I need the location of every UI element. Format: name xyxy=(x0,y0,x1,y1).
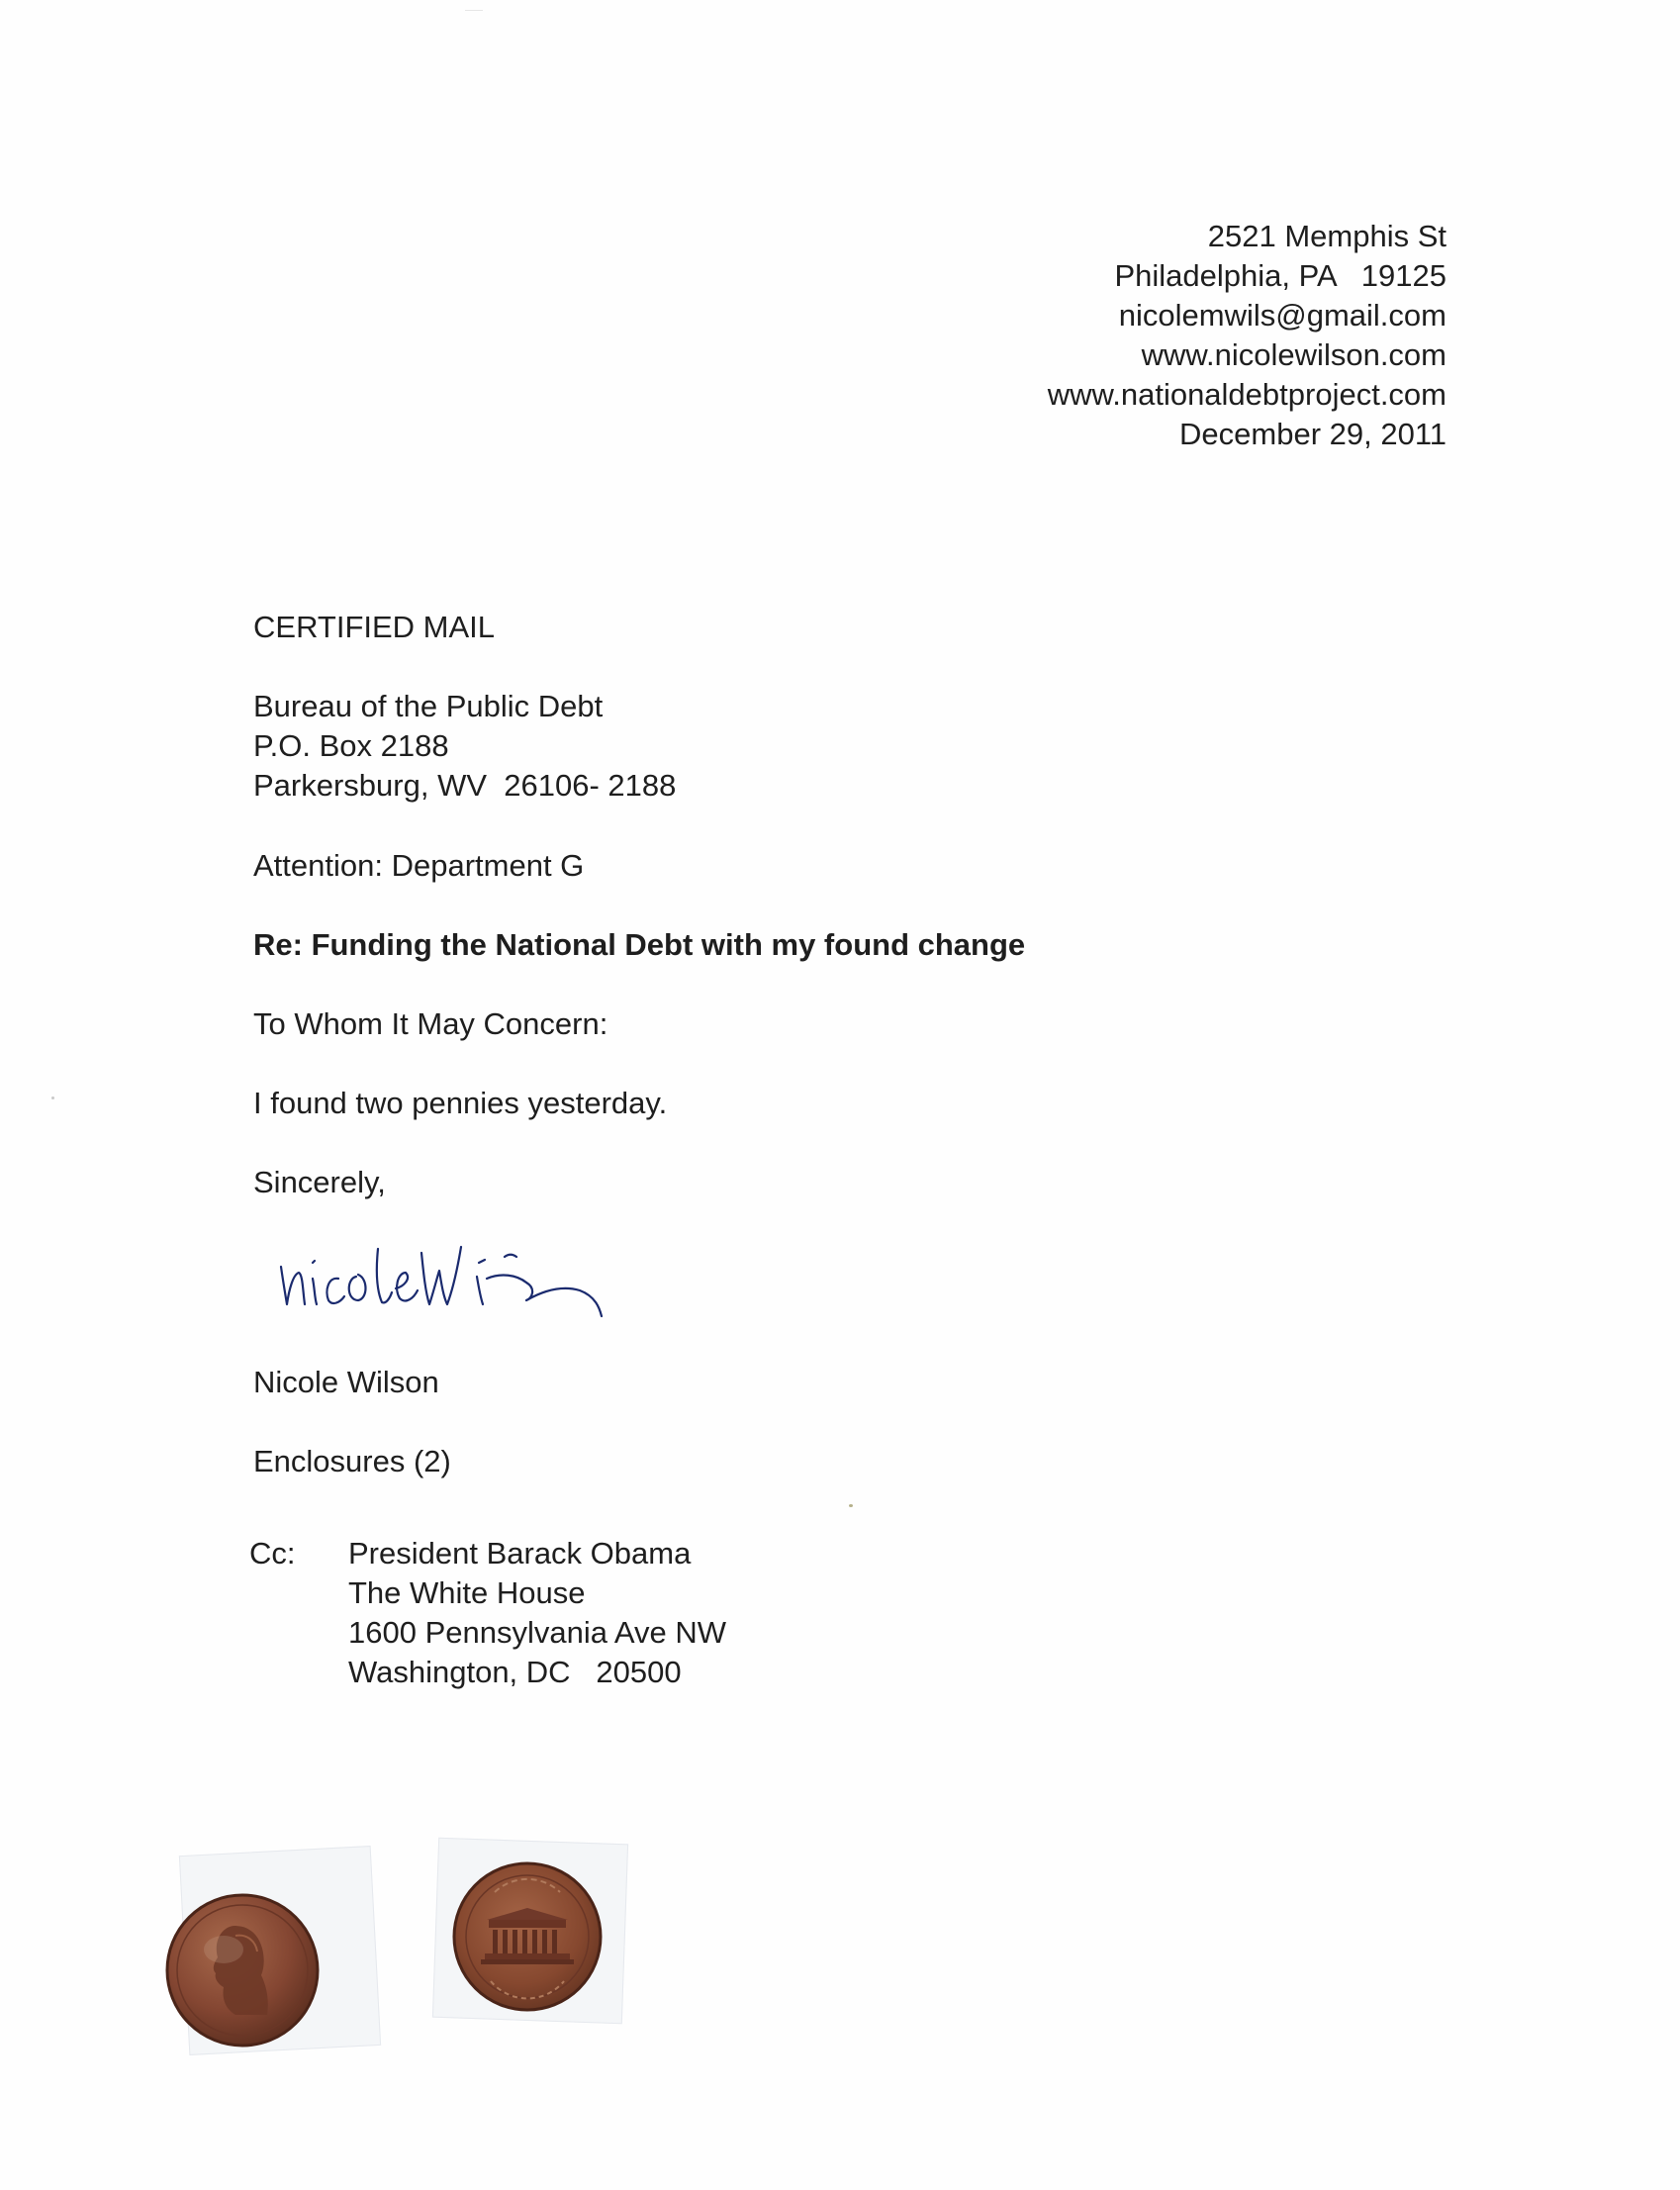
subject-line: Re: Funding the National Debt with my found change xyxy=(253,927,1026,962)
penny-tails-icon xyxy=(451,1860,604,2013)
sender-street: 2521 Memphis St xyxy=(1207,219,1447,253)
recipient-name: Bureau of the Public Debt xyxy=(253,689,604,723)
recipient-address-block xyxy=(253,687,676,806)
recipient-po-box: P.O. Box 2188 xyxy=(253,728,449,763)
handwritten-signature xyxy=(273,1206,659,1328)
signer-name-block xyxy=(253,1363,439,1402)
body-text: I found two pennies yesterday. xyxy=(253,1086,668,1120)
sender-address-block xyxy=(1048,217,1447,454)
recipient-city-state-zip: Parkersburg, WV 26106- 2188 xyxy=(253,768,677,803)
closing: Sincerely, xyxy=(253,1165,386,1199)
cc-address-block xyxy=(348,1534,726,1692)
cc-line-2: The White House xyxy=(348,1575,586,1610)
attention-line: Attention: Department G xyxy=(253,848,585,883)
mail-type: CERTIFIED MAIL xyxy=(253,610,496,644)
salutation-block xyxy=(253,1004,607,1044)
salutation: To Whom It May Concern: xyxy=(253,1006,608,1041)
body-block xyxy=(253,1084,667,1123)
mail-type-block xyxy=(253,608,495,647)
scan-speck xyxy=(465,10,483,11)
enclosures: Enclosures (2) xyxy=(253,1444,451,1478)
attention-block xyxy=(253,846,584,886)
signer-name: Nicole Wilson xyxy=(253,1365,439,1399)
scan-speck xyxy=(51,1096,54,1099)
sender-website-project: www.nationaldebtproject.com xyxy=(1047,377,1447,412)
sender-website-personal: www.nicolewilson.com xyxy=(1141,337,1447,372)
sender-email: nicolemwils@gmail.com xyxy=(1118,298,1447,333)
sender-city-state-zip: Philadelphia, PA 19125 xyxy=(1114,258,1447,293)
cc-name: President Barack Obama xyxy=(348,1536,692,1571)
penny-heads-icon xyxy=(164,1892,321,2048)
enclosures-block xyxy=(253,1442,451,1481)
cc-label: Cc: xyxy=(249,1536,296,1571)
scan-speck xyxy=(849,1504,853,1507)
letter-date: December 29, 2011 xyxy=(1179,417,1447,451)
subject-block xyxy=(253,925,1025,965)
signature-text: nicole wilson xyxy=(273,1206,363,1223)
closing-block xyxy=(253,1163,386,1202)
cc-line-4: Washington, DC 20500 xyxy=(348,1655,682,1689)
cc-line-3: 1600 Pennsylvania Ave NW xyxy=(348,1615,726,1650)
